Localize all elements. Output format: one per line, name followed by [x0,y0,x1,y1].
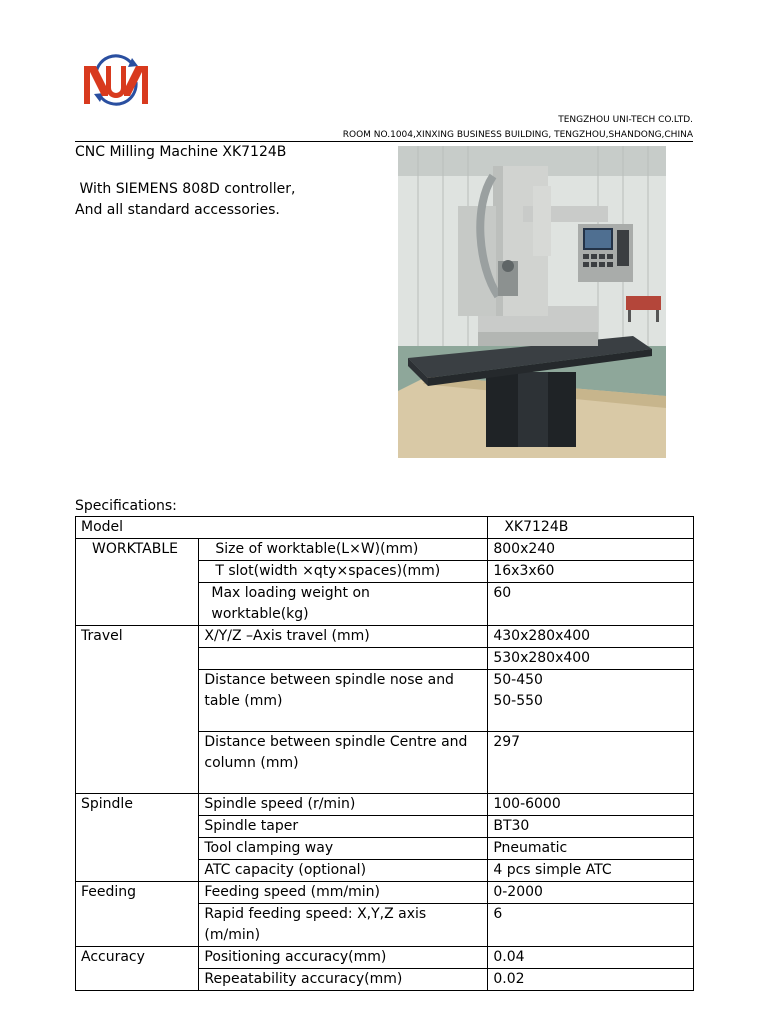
table-row [76,517,694,539]
spindle-nose-label-line-2: table (mm) [204,693,283,709]
rapid-feeding-label [199,904,488,947]
product-description [75,179,295,221]
empty-cell [199,648,488,670]
company-header [343,113,693,143]
feeding-speed-value: 0-2000 [488,882,694,904]
description-line-2: And all standard accessories. [75,202,280,218]
group-worktable: WORKTABLE [76,539,199,626]
spindle-speed-value: 100-6000 [488,794,694,816]
max-load-label [199,583,488,626]
spindle-nose-value [488,670,694,732]
worktable-size-value: 800x240 [488,539,694,561]
spindle-taper-value: BT30 [488,816,694,838]
group-spindle: Spindle [76,794,199,882]
model-value: XK7124B [488,517,694,539]
rapid-feeding-label-line-2: (m/min) [204,927,261,943]
repeatability-accuracy-value: 0.02 [488,969,694,991]
xyz-travel-value-2: 530x280x400 [488,648,694,670]
spindle-nose-value-2: 50-550 [493,693,543,709]
group-feeding: Feeding [76,882,199,947]
group-accuracy: Accuracy [76,947,199,991]
product-title: CNC Milling Machine XK7124B [75,144,287,160]
company-logo [82,52,150,108]
max-load-label-line-1: Max loading weight on [211,585,370,601]
rapid-feeding-value: 6 [488,904,694,947]
atc-capacity-value: 4 pcs simple ATC [488,860,694,882]
spindle-centre-label-line-2: column (mm) [204,755,299,771]
table-row [76,539,694,561]
spindle-centre-label [199,732,488,794]
max-load-label-line-2: worktable(kg) [211,606,309,622]
specifications-heading: Specifications: [75,498,177,514]
repeatability-accuracy-label: Repeatability accuracy(mm) [199,969,488,991]
header-divider [75,141,693,142]
table-row [76,882,694,904]
atc-capacity-label: ATC capacity (optional) [199,860,488,882]
tslot-label: T slot(width ×qty×spaces)(mm) [199,561,488,583]
spindle-centre-value: 297 [488,732,694,794]
machine-photo [398,146,666,458]
max-load-value: 60 [488,583,694,626]
rapid-feeding-label-line-1: Rapid feeding speed: X,Y,Z axis [204,906,427,922]
model-label: Model [76,517,488,539]
spindle-centre-label-line-1: Distance between spindle Centre and [204,734,468,750]
table-row [76,626,694,648]
spindle-nose-label [199,670,488,732]
positioning-accuracy-label: Positioning accuracy(mm) [199,947,488,969]
specifications-table [75,516,694,991]
xyz-travel-label: X/Y/Z –Axis travel (mm) [199,626,488,648]
spindle-nose-value-1: 50-450 [493,672,543,688]
description-line-1: With SIEMENS 808D controller, [75,181,296,197]
spindle-taper-label: Spindle taper [199,816,488,838]
table-row [76,794,694,816]
table-row [76,947,694,969]
tool-clamping-label: Tool clamping way [199,838,488,860]
spindle-speed-label: Spindle speed (r/min) [199,794,488,816]
positioning-accuracy-value: 0.04 [488,947,694,969]
spindle-nose-label-line-1: Distance between spindle nose and [204,672,454,688]
feeding-speed-label: Feeding speed (mm/min) [199,882,488,904]
um-logo-icon [82,52,150,108]
xyz-travel-value-1: 430x280x400 [488,626,694,648]
company-name: TENGZHOU UNI-TECH CO.LTD. [558,115,693,125]
company-address: ROOM NO.1004,XINXING BUSINESS BUILDING, TENGZHOU,SHANDONG,CHINA [342,130,693,140]
tslot-value: 16x3x60 [488,561,694,583]
group-travel: Travel [76,626,199,794]
worktable-size-label: Size of worktable(L×W)(mm) [199,539,488,561]
cnc-milling-machine-photo [398,146,666,458]
tool-clamping-value: Pneumatic [488,838,694,860]
